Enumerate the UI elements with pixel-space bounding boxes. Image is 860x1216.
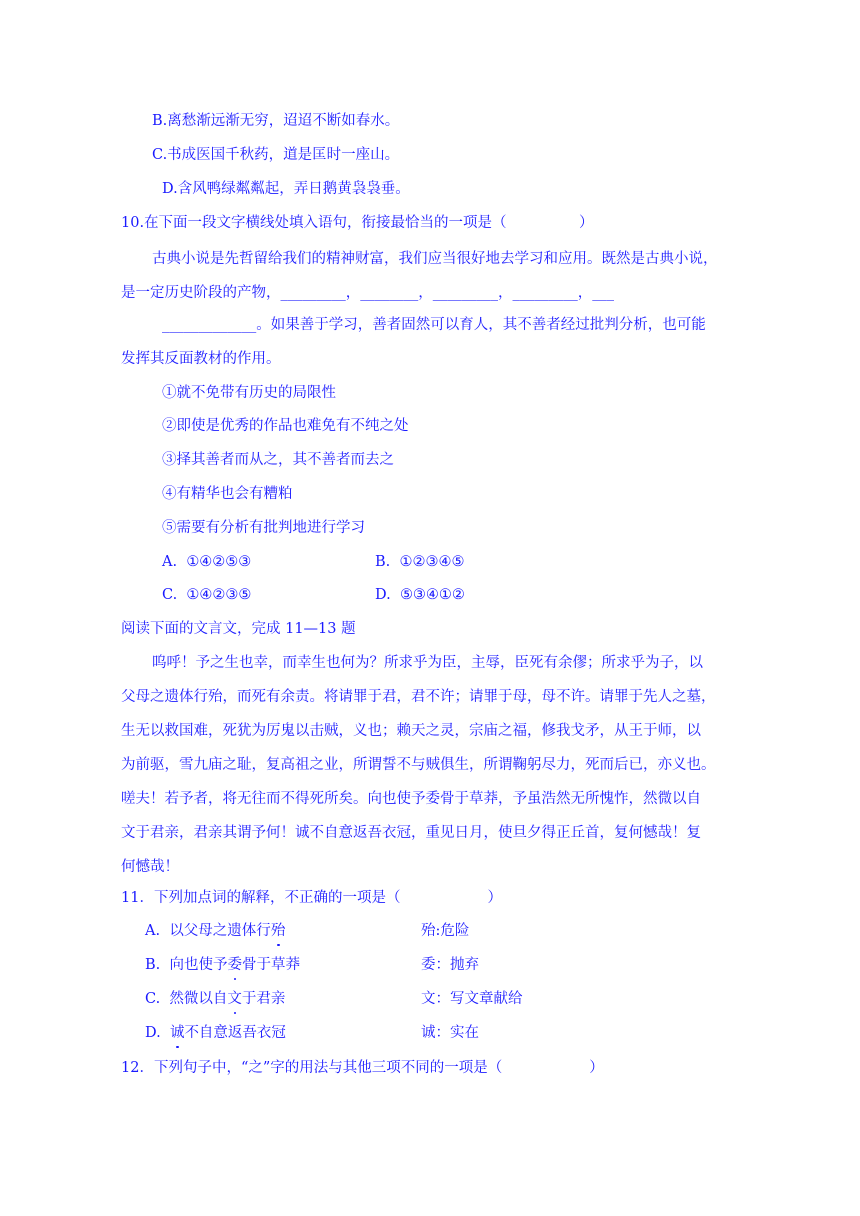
option-label: A.: [162, 554, 178, 570]
dotted-word: 诚: [169, 1025, 185, 1041]
passage-line: 文于君亲，君亲其谓予何！诚不自意返吾衣冠，重见日月，使旦夕得正丘首，复何憾哉！复: [121, 825, 701, 841]
q10-stem: 10.在下面一段文字横线处填入语句，衔接最恰当的一项是（ ）: [121, 215, 594, 231]
dotted-word: 委: [227, 957, 242, 973]
q10-passage-line: 是一定历史阶段的产物，_________，________，_________，_________，___: [121, 285, 614, 301]
passage-line: 何憾哉！: [121, 859, 179, 875]
passage-line: 呜呼！予之生也幸，而幸生也何为？所求乎为臣，主辱，臣死有余僇；所求乎为子，以: [152, 655, 703, 671]
q9-option-d: D.含风鸭绿粼粼起，弄日鹅黄袅袅垂。: [162, 181, 410, 197]
q11-option-c: [145, 989, 285, 1009]
option-label: D.: [145, 1025, 161, 1041]
passage-line: 为前驱，雪九庙之耻，复高祖之业，所谓誓不与贼俱生，所谓鞠躬尽力，死而后已，亦义也。: [121, 757, 716, 773]
q9-option-b: B.离愁渐远渐无穷，迢迢不断如春水。: [152, 113, 400, 129]
option-label: D.: [375, 587, 391, 603]
option-text: 不自意返吾衣冠: [184, 1025, 286, 1041]
q10-passage-line: 古典小说是先哲留给我们的精神财富，我们应当很好地去学习和应用。既然是古典小说，: [152, 251, 718, 267]
dotted-word: 文: [227, 991, 242, 1007]
option-text: 然微以自: [169, 991, 228, 1007]
option-value: ①②③④⑤: [399, 554, 465, 570]
q12-stem: 12．下列句子中，“之”字的用法与其他三项不同的一项是（ ）: [121, 1060, 604, 1076]
q10-item: ①就不免带有历史的局限性: [162, 385, 336, 401]
reading-heading: 阅读下面的文言文，完成 11—13 题: [121, 621, 356, 637]
q11-option-a: [145, 921, 285, 941]
option-value: ①④②⑤③: [186, 554, 252, 570]
option-value: ①④②③⑤: [186, 587, 252, 603]
option-value: ⑤③④①②: [399, 587, 465, 603]
q11-stem: 11．下列加点词的解释，不正确的一项是（ ）: [121, 890, 502, 906]
q10-passage-line: _____________。如果善于学习，善者固然可以育人，其不善者经过批判分析，也可能: [162, 317, 706, 333]
option-text: 骨于草莽: [241, 957, 300, 973]
dotted-word: 殆: [270, 923, 286, 939]
q11-answer-c: 文：写文章献给: [421, 991, 523, 1007]
q10-passage-line: 发挥其反面教材的作用。: [121, 351, 281, 367]
option-label: B.: [145, 957, 161, 973]
q11-option-d: [145, 1023, 286, 1043]
q10-item: ③择其善者而从之，其不善者而去之: [162, 452, 394, 468]
q10-option-d: [375, 585, 465, 605]
option-label: A.: [145, 923, 161, 939]
option-text: 于君亲: [241, 991, 286, 1007]
q10-item: ⑤需要有分析有批判地进行学习: [162, 520, 365, 536]
q10-item: ④有精华也会有糟粕: [162, 486, 293, 502]
option-label: B.: [375, 554, 391, 570]
passage-line: 生无以救国难，死犹为厉鬼以击贼，义也；赖天之灵，宗庙之福，修我戈矛，从王于师，以: [121, 723, 701, 739]
option-label: C.: [145, 991, 161, 1007]
q11-answer-a: 殆:危险: [421, 923, 470, 939]
passage-line: 嗟夫！若予者，将无往而不得死所矣。向也使予委骨于草莽，予虽浩然无所愧怍，然微以自: [121, 791, 701, 807]
option-text: 以父母之遗体行: [169, 923, 271, 939]
q11-answer-b: 委：抛弃: [421, 957, 479, 973]
q10-item: ②即使是优秀的作品也难免有不纯之处: [162, 418, 409, 434]
q11-option-b: [145, 955, 300, 975]
q10-option-b: [375, 552, 464, 572]
option-text: 向也使予: [169, 957, 228, 973]
q10-option-a: [162, 552, 251, 572]
option-label: C.: [162, 587, 178, 603]
passage-line: 父母之遗体行殆，而死有余责。将请罪于君，君不许；请罪于母，母不许。请罪于先人之墓，: [121, 689, 716, 705]
q10-option-c: [162, 585, 251, 605]
q9-option-c: C.书成医国千秋药，道是匡时一座山。: [152, 147, 400, 163]
q11-answer-d: 诚：实在: [421, 1025, 479, 1041]
